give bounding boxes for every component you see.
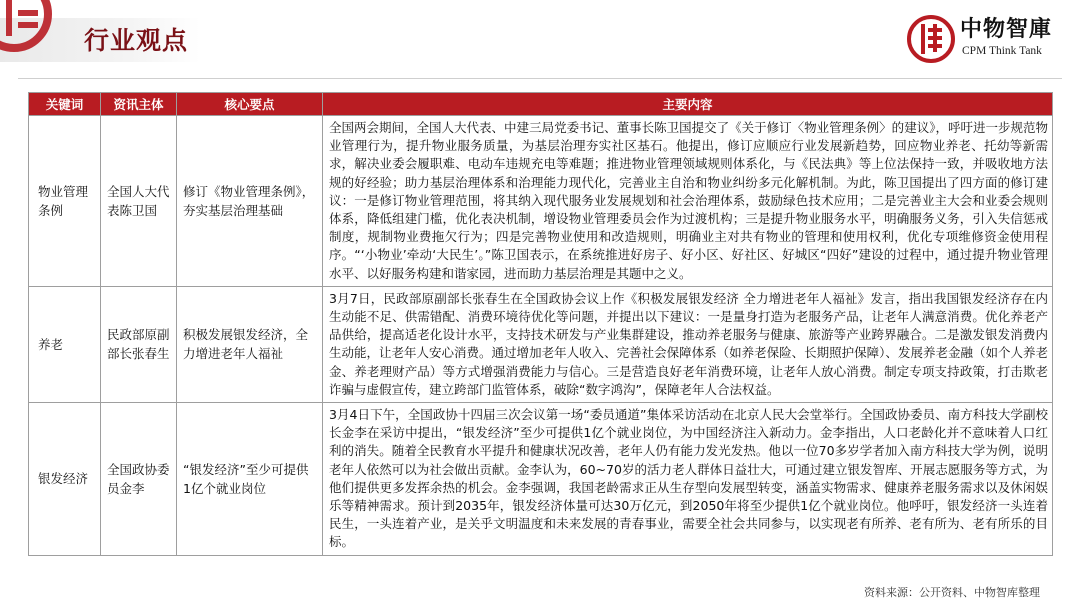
industry-views-table [28, 92, 1053, 556]
keyword-cell: 银发经济 [29, 403, 101, 556]
brand-mark-icon [0, 0, 74, 60]
logo-name-en: CPM Think Tank [962, 45, 1042, 57]
table-header-row [29, 93, 1053, 116]
point-cell: “银发经济”至少可提供1亿个就业岗位 [177, 403, 323, 556]
column-header-point: 核心要点 [177, 93, 323, 116]
page-header [0, 0, 1080, 72]
source-cell: 全国人大代表陈卫国 [101, 116, 177, 287]
source-cell: 全国政协委员金李 [101, 403, 177, 556]
column-header-source: 资讯主体 [101, 93, 177, 116]
page-title: 行业观点 [84, 26, 189, 55]
column-header-content: 主要内容 [323, 93, 1053, 116]
content-cell: 3月7日，民政部原副部长张春生在全国政协会议上作《积极发展银发经济 全力增进老年人福祉》发言，指出我国银发经济存在内生动能不足、供需错配、消费环境待优化等问题，并提出以下建议：一是量身打造为老服务产品，让老年人满意消费。优化养老产品供给，提高适老化设计水平，支持技术研发与产业集群建设，推动养老服务与健康、旅游等产业跨界融合。二是激发银发消费内生动能，让老年人安心消费。通过增加老年人收入、完善社会保障体系（如养老保险、长期照护保障）、发展养老金融（如个人养老金、养老理财产品）等方式增强消费能力与信心。三是营造良好老年消费环境，让老年人放心消费。制定专项支持政策，打击欺老诈骗与虚假宣传，建立跨部门监管体系，破除“数字鸿沟”，保障老年人合法权益。 [323, 286, 1053, 402]
point-cell: 积极发展银发经济，全力增进老年人福祉 [177, 286, 323, 402]
company-logo [906, 14, 1066, 66]
logo-name-cn: 中物智庫 [960, 16, 1053, 42]
source-note: 资料来源：公开资料、中物智库整理 [864, 586, 1040, 599]
keyword-cell: 养老 [29, 286, 101, 402]
table-row [29, 116, 1053, 287]
logo-seal-icon [906, 14, 956, 64]
point-cell: 修订《物业管理条例》，夯实基层治理基础 [177, 116, 323, 287]
table-row [29, 286, 1053, 402]
keyword-cell: 物业管理条例 [29, 116, 101, 287]
table-row [29, 403, 1053, 556]
source-cell: 民政部原副部长张春生 [101, 286, 177, 402]
column-header-keyword: 关键词 [29, 93, 101, 116]
content-cell: 全国两会期间，全国人大代表、中建三局党委书记、董事长陈卫国提交了《关于修订〈物业管理条例〉的建议》，呼吁进一步规范物业管理行为，提升物业服务质量，为基层治理夯实社区基石。他提出，修订应顺应行业发展新趋势，回应物业养老、托幼等新需求，解决业委会履职难、电动车违规充电等难题；推进物业管理领域规则体系化，与《民法典》等上位法保持一致，并吸收地方法规的好经验；助力基层治理体系和治理能力现代化，完善业主自治和物业纠纷多元化解机制。为此，陈卫国提出了四方面的修订建议：一是修订物业管理范围，将其纳入现代服务业发展规划和社会治理体系，鼓励绿色技术应用；二是完善业主大会和业委会规则体系，降低组建门槛，优化表决机制，增设物业管理委员会作为过渡机构；三是提升物业服务水平，明确服务义务，引入失信惩戒制度，规制物业费拖欠行为；四是完善物业使用和改造规则，明确业主对共有物业的管理和使用权利，优化专项维修资金使用程序。“‘小物业’牵动‘大民生’。”陈卫国表示，在系统推进好房子、好小区、好社区、好城区“四好”建设的过程中，通过提升物业管理水平、以好服务构建和谐家园，进而助力基层治理是其题中之义。 [323, 116, 1053, 287]
content-cell: 3月4日下午，全国政协十四届三次会议第一场“委员通道”集体采访活动在北京人民大会堂举行。全国政协委员、南方科技大学副校长金李在采访中提出，“银发经济”至少可提供1亿个就业岗位，为中国经济注入新动力。金李指出，人口老龄化并不意味着人口红利的消失。随着全民教育水平提升和健康状况改善，老年人仍有能力发光发热。他以一位70多岁学者加入南方科技大学为例，说明老年人依然可以为社会做出贡献。金李认为，60~70岁的活力老人群体日益壮大，可通过建立银发智库、开展志愿服务等方式，为他们提供更多发挥余热的机会。金李强调，我国老龄需求正从生存型向发展型转变，涵盖实物需求、健康养老服务需求以及休闲娱乐等精神需求。预计到2035年，银发经济体量可达30万亿元，到2050年将至少提供1亿个就业岗位。他呼吁，银发经济一头连着民生，一头连着产业，是关乎文明温度和未来发展的青春事业，需要全社会共同参与，以实现老有所养、老有所为、老有所乐的目标。 [323, 403, 1053, 556]
header-divider [18, 78, 1062, 79]
